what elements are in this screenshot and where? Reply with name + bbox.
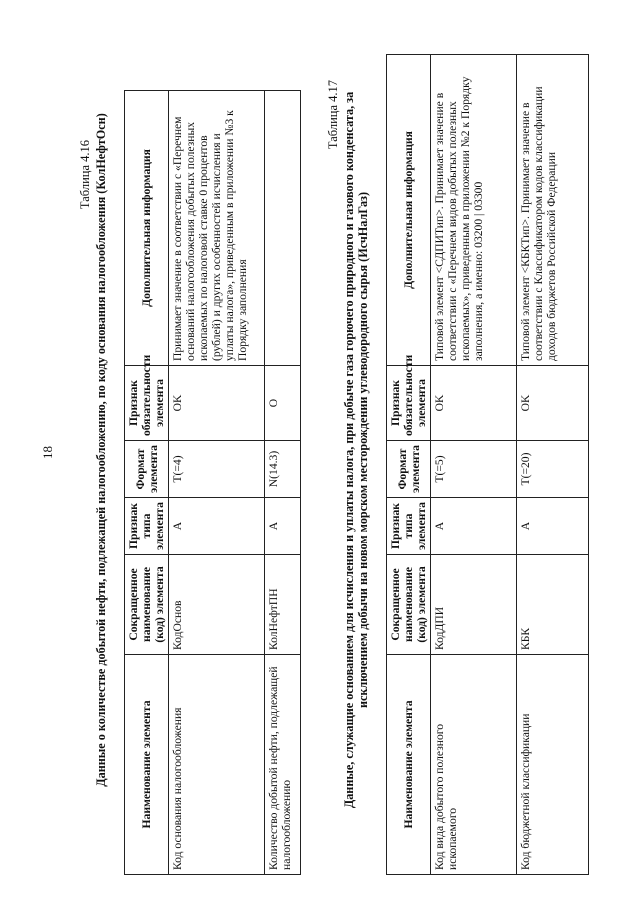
- table-cell: N(14.3): [265, 441, 301, 498]
- table-cell: T(=4): [169, 441, 265, 498]
- header-cell: Дополнительная информация: [125, 91, 169, 366]
- table-cell: КодОснов: [169, 555, 265, 655]
- header-cell: Дополнительная информация: [387, 55, 431, 366]
- header-cell: Наименование элемента: [387, 655, 431, 875]
- table-cell: OK: [517, 366, 589, 441]
- table-row: [517, 55, 589, 875]
- table-cell: А: [517, 498, 589, 555]
- table-cell: T(=20): [517, 441, 589, 498]
- table-cell: О: [265, 366, 301, 441]
- table-title-4-17: Данные, служащие основанием для исчисления и уплаты налога, при добыче газа горючего природного и газового конденсата, за исключением добычи на новом морском месторождении углеводородного сырья (ИсчНалГаз): [342, 91, 370, 809]
- table-cell: OK: [431, 366, 517, 441]
- table-cell: КодДПИ: [431, 555, 517, 655]
- header-cell: Признак типа элемента: [125, 498, 169, 555]
- table-cell: OK: [169, 366, 265, 441]
- table-row: [169, 91, 265, 875]
- page-number: 18: [40, 446, 55, 459]
- table-cell: Типовой элемент <КБКТип>. Принимает значение в соответствии с Классификатором кодов классификации доходов бюджетов Российской Федерации: [517, 55, 589, 366]
- table-cell: Принимает значение в соответствии с «Перечнем оснований налогообложения добытых полезных ископаемых по налоговой ставке 0 процентов (рублей) и других особенностей исчисления и уплаты налога», приведенным в приложении №3 к Порядку заполнения: [169, 91, 265, 366]
- header-cell: Формат элемента: [125, 441, 169, 498]
- table-cell: А: [431, 498, 517, 555]
- table-header-row: [125, 91, 169, 875]
- table-title-4-16: Данные о количестве добытой нефти, подлежащей налогообложению, по коду основания налогообложения (КолНефтОсн): [94, 113, 108, 787]
- table-cell: [265, 91, 301, 366]
- table-caption-4-16: Таблица 4.16: [78, 140, 92, 210]
- header-cell: Формат элемента: [387, 441, 431, 498]
- table-cell: КолНефтПН: [265, 555, 301, 655]
- header-cell: Признак типа элемента: [387, 498, 431, 555]
- table-4-17: [386, 54, 589, 875]
- table-caption-4-17: Таблица 4.17: [326, 80, 340, 150]
- table-cell: Типовой элемент <СДПИТип>. Принимает значение в соответствии с «Перечнем видов добытых полезных ископаемых», приведенным в приложении №2 к Порядку заполнения, а именно: 03200 | 03300: [431, 55, 517, 366]
- header-cell: Сокращенное наименование (код) элемента: [125, 555, 169, 655]
- table-row: [431, 55, 517, 875]
- table-cell: Количество добытой нефти, подлежащей налогообложению: [265, 655, 301, 875]
- table-cell: T(=5): [431, 441, 517, 498]
- header-cell: Наименование элемента: [125, 655, 169, 875]
- table-cell: А: [265, 498, 301, 555]
- header-cell: Признак обязательности элемента: [125, 366, 169, 441]
- table-cell: А: [169, 498, 265, 555]
- table-cell: Код основания налогообложения: [169, 655, 265, 875]
- table-row: [265, 91, 301, 875]
- header-cell: Признак обязательности элемента: [387, 366, 431, 441]
- table-cell: КБК: [517, 555, 589, 655]
- table-header-row: [387, 55, 431, 875]
- table-cell: Код бюджетной классификации: [517, 655, 589, 875]
- table-4-16: [124, 90, 301, 875]
- header-cell: Сокращенное наименование (код) элемента: [387, 555, 431, 655]
- table-cell: Код вида добытого полезного ископаемого: [431, 655, 517, 875]
